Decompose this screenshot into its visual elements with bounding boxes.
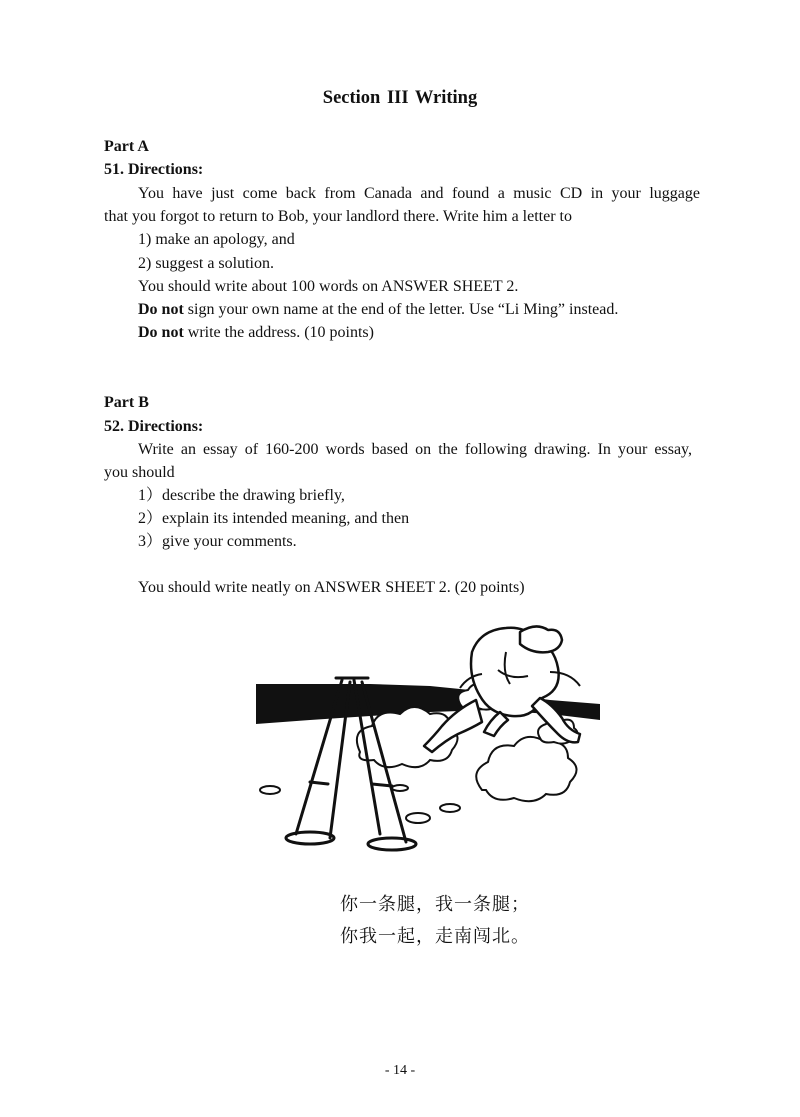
part-a-paragraph-line-1: You have just come back from Canada and found a music CD in your luggage: [138, 185, 700, 202]
part-b-paragraph-line-1: Write an essay of 160-200 words based on the following drawing. In your essay,: [138, 441, 692, 458]
part-b-item-3: [138, 531, 297, 553]
part-b-item-1: [138, 485, 345, 507]
item-number: 2）: [138, 510, 163, 527]
part-b-paragraph-line-2: you should: [104, 464, 175, 481]
part-a-do-not-sign-note: [138, 299, 618, 321]
part-a-word-count-note: You should write about 100 words on ANSWER SHEET 2.: [138, 278, 519, 295]
do-not-label: Do not: [138, 301, 184, 318]
part-b-neatly-note: You should write neatly on ANSWER SHEET 2. (20 points): [138, 579, 525, 596]
item-text: describe the drawing briefly,: [162, 487, 345, 504]
page-number: - 14 -: [384, 1063, 416, 1078]
part-b-heading: Part B: [104, 394, 149, 411]
part-b-directions-label: 52. Directions:: [104, 418, 204, 435]
item-number: 3）: [138, 533, 163, 550]
crutches-cartoon-illustration: [250, 612, 610, 880]
item-number: 1）: [138, 487, 163, 504]
part-a-paragraph-line-2: that you forgot to return to Bob, your landlord there. Write him a letter to: [104, 208, 572, 225]
do-not-label: Do not: [138, 324, 184, 341]
part-a-item-1: 1) make an apology, and: [138, 231, 295, 248]
part-a-heading: Part A: [104, 138, 149, 155]
item-text: explain its intended meaning, and then: [162, 510, 410, 527]
drawing-caption-line-2: 你我一起，走南闯北。: [340, 926, 530, 947]
item-text: give your comments.: [162, 533, 297, 550]
drawing-caption-line-1: 你一条腿，我一条腿；: [340, 894, 530, 915]
section-title: Section III Writing: [322, 88, 478, 108]
do-not-sign-text: sign your own name at the end of the letter. Use “Li Ming” instead.: [183, 301, 619, 318]
part-a-item-2: 2) suggest a solution.: [138, 255, 274, 272]
part-a-do-not-address-note: [138, 322, 374, 344]
do-not-address-text: write the address. (10 points): [183, 324, 374, 341]
part-a-directions-label: 51. Directions:: [104, 161, 204, 178]
part-b-item-2: [138, 508, 409, 530]
